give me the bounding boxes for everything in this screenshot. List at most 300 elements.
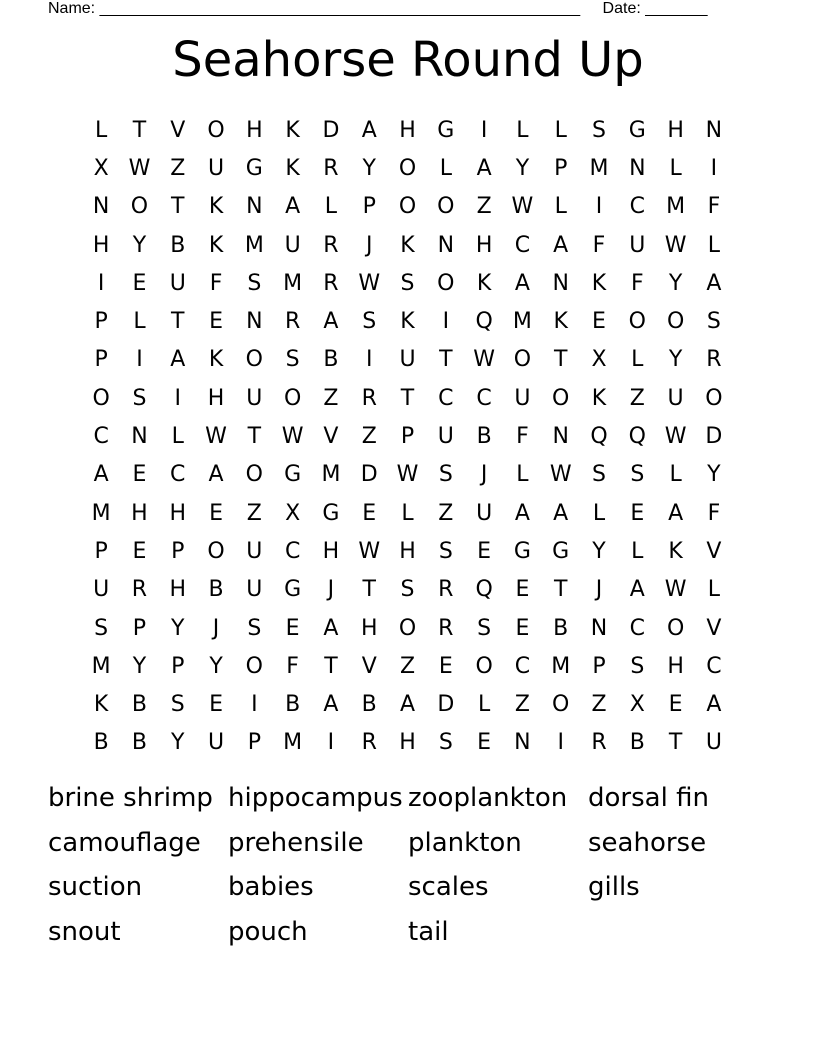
grid-letter: O bbox=[552, 692, 570, 718]
grid-letter: B bbox=[476, 424, 492, 450]
grid-letter: E bbox=[209, 500, 223, 526]
grid-letter: R bbox=[438, 577, 454, 603]
grid-letter: S bbox=[438, 538, 453, 564]
grid-letter: K bbox=[553, 309, 568, 335]
grid-letter: C bbox=[476, 385, 492, 411]
grid-letter: Y bbox=[171, 615, 185, 641]
grid-letter: T bbox=[171, 309, 185, 335]
grid-letter: W bbox=[549, 462, 572, 488]
grid-letter: M bbox=[283, 270, 303, 296]
grid-letter: A bbox=[323, 615, 339, 641]
grid-letter: S bbox=[400, 270, 415, 296]
grid-letter: Y bbox=[592, 538, 606, 564]
grid-letter: U bbox=[705, 730, 722, 756]
grid-letter: L bbox=[516, 462, 529, 488]
word-list-item: plankton bbox=[408, 827, 522, 858]
grid-letter: Y bbox=[209, 653, 223, 679]
grid-letter: B bbox=[553, 615, 569, 641]
grid-letter: E bbox=[209, 309, 223, 335]
grid-letter: E bbox=[285, 615, 300, 641]
grid-letter: B bbox=[131, 692, 147, 718]
grid-letter: P bbox=[94, 309, 108, 335]
grid-letter: H bbox=[667, 117, 684, 143]
grid-letter: Y bbox=[132, 232, 147, 258]
grid-letter: T bbox=[324, 653, 338, 679]
grid-letter: K bbox=[208, 347, 224, 373]
grid-letter: W bbox=[396, 462, 419, 488]
grid-letter: O bbox=[245, 462, 263, 488]
grid-letter: C bbox=[629, 615, 645, 641]
grid-letter: P bbox=[171, 538, 185, 564]
grid-letter: L bbox=[324, 194, 338, 220]
grid-letter: D bbox=[360, 462, 378, 488]
grid-letter: R bbox=[438, 615, 454, 641]
word-list-item: gills bbox=[588, 872, 640, 902]
grid-letter: H bbox=[399, 538, 416, 564]
grid-letter: P bbox=[554, 155, 568, 181]
grid-letter: W bbox=[205, 424, 227, 450]
grid-letter: C bbox=[514, 653, 531, 679]
grid-letter: U bbox=[667, 385, 684, 411]
grid-letter: F bbox=[286, 653, 299, 679]
grid-letter: O bbox=[398, 615, 417, 641]
grid-letter: G bbox=[552, 538, 570, 564]
grid-letter: R bbox=[591, 730, 607, 756]
grid-letter: H bbox=[246, 117, 263, 143]
grid-letter: U bbox=[246, 577, 263, 603]
grid-letter: F bbox=[707, 500, 721, 526]
grid-letter: K bbox=[400, 232, 415, 258]
grid-letter: K bbox=[208, 232, 224, 258]
grid-letter: P bbox=[94, 347, 108, 373]
grid-letter: X bbox=[591, 347, 607, 373]
grid-letter: M bbox=[283, 730, 303, 756]
grid-letter: S bbox=[170, 692, 185, 718]
grid-letter: N bbox=[514, 730, 531, 756]
grid-letter: P bbox=[362, 194, 376, 220]
grid-letter: M bbox=[244, 232, 264, 258]
grid-letter: T bbox=[171, 194, 185, 220]
grid-letter: A bbox=[361, 117, 377, 143]
grid-letter: D bbox=[322, 117, 340, 143]
grid-letter: O bbox=[705, 385, 723, 411]
grid-letter: F bbox=[209, 270, 223, 296]
grid-letter: R bbox=[323, 270, 339, 296]
grid-letter: T bbox=[132, 117, 147, 143]
grid-letter: L bbox=[401, 500, 414, 526]
grid-letter: S bbox=[477, 615, 492, 641]
header-fields bbox=[48, 0, 708, 18]
grid-letter: K bbox=[400, 309, 415, 335]
grid-letter: O bbox=[398, 194, 417, 220]
grid-letter: S bbox=[247, 270, 262, 296]
grid-letter: L bbox=[477, 692, 491, 718]
grid-letter: O bbox=[398, 155, 417, 181]
grid-letter: T bbox=[668, 730, 683, 756]
grid-letter: I bbox=[97, 270, 105, 296]
grid-letter: E bbox=[132, 270, 147, 296]
word-list-item: brine shrimp bbox=[48, 783, 213, 813]
grid-letter: H bbox=[131, 500, 148, 526]
grid-letter: L bbox=[95, 117, 108, 143]
grid-letter: E bbox=[132, 462, 147, 488]
grid-letter: I bbox=[557, 730, 564, 756]
grid-letter: O bbox=[513, 347, 532, 373]
grid-letter: L bbox=[133, 309, 146, 335]
grid-letter: N bbox=[92, 194, 110, 220]
grid-letter: K bbox=[668, 538, 683, 564]
word-list-item: zooplankton bbox=[408, 783, 568, 813]
grid-letter: R bbox=[284, 309, 301, 335]
grid-letter: G bbox=[628, 117, 646, 143]
grid-letter: R bbox=[361, 385, 377, 411]
grid-letter: L bbox=[631, 347, 644, 373]
grid-letter: P bbox=[247, 730, 261, 756]
word-list-item: dorsal fin bbox=[588, 783, 709, 813]
grid-letter: N bbox=[629, 155, 646, 181]
grid-letter: O bbox=[437, 194, 455, 220]
grid-letter: A bbox=[170, 347, 186, 373]
grid-letter: T bbox=[553, 347, 568, 373]
grid-letter: L bbox=[669, 462, 682, 488]
grid-letter: O bbox=[475, 653, 493, 679]
grid-letter: B bbox=[323, 347, 339, 373]
grid-letter: Y bbox=[668, 347, 683, 373]
grid-letter: V bbox=[323, 424, 339, 450]
grid-letter: R bbox=[706, 347, 722, 373]
grid-letter: A bbox=[514, 270, 530, 296]
grid-letter: D bbox=[705, 424, 723, 450]
grid-letter: C bbox=[706, 653, 722, 679]
grid-letter: E bbox=[668, 692, 683, 718]
grid-letter: I bbox=[365, 347, 373, 373]
grid-letter: S bbox=[247, 615, 262, 641]
grid-letter: M bbox=[91, 653, 111, 679]
grid-letter: E bbox=[592, 309, 606, 335]
grid-letter: A bbox=[514, 500, 530, 526]
grid-letter: I bbox=[595, 194, 603, 220]
grid-letter: R bbox=[323, 232, 339, 258]
grid-letter: T bbox=[362, 577, 376, 603]
grid-letter: B bbox=[208, 577, 224, 603]
grid-letter: X bbox=[629, 692, 645, 718]
grid-letter: Z bbox=[438, 500, 454, 526]
grid-letter: H bbox=[169, 500, 187, 526]
grid-letter: X bbox=[285, 500, 301, 526]
grid-letter: N bbox=[131, 424, 148, 450]
grid-letter: H bbox=[399, 117, 416, 143]
grid-letter: P bbox=[94, 538, 108, 564]
grid-letter: P bbox=[171, 653, 185, 679]
grid-letter: A bbox=[553, 232, 569, 258]
grid-letter: Z bbox=[591, 692, 607, 718]
grid-letter: F bbox=[630, 270, 644, 296]
grid-letter: Y bbox=[668, 270, 683, 296]
grid-letter: P bbox=[400, 424, 415, 450]
grid-letter: N bbox=[552, 424, 569, 450]
grid-letter: E bbox=[477, 538, 492, 564]
grid-letter: K bbox=[208, 194, 224, 220]
grid-letter: H bbox=[92, 232, 110, 258]
grid-letter: R bbox=[131, 577, 148, 603]
grid-letter: B bbox=[629, 730, 645, 756]
grid-letter: E bbox=[209, 692, 223, 718]
grid-letter: T bbox=[553, 577, 568, 603]
grid-letter: K bbox=[591, 270, 607, 296]
grid-letter: V bbox=[361, 653, 377, 679]
grid-letter: L bbox=[631, 538, 644, 564]
grid-letter: A bbox=[668, 500, 684, 526]
grid-letter: I bbox=[480, 117, 488, 143]
grid-letter: O bbox=[245, 347, 263, 373]
grid-letter: M bbox=[551, 653, 571, 679]
grid-letter: C bbox=[629, 194, 645, 220]
grid-letter: T bbox=[400, 385, 415, 411]
grid-letter: U bbox=[207, 155, 225, 181]
grid-letter: U bbox=[437, 424, 454, 450]
grid-letter: O bbox=[552, 385, 570, 411]
word-list-item: babies bbox=[228, 872, 314, 902]
grid-letter: D bbox=[437, 692, 455, 718]
grid-letter: A bbox=[285, 194, 301, 220]
grid-letter: I bbox=[136, 347, 143, 373]
grid-letter: S bbox=[362, 309, 377, 335]
grid-letter: N bbox=[437, 232, 455, 258]
grid-letter: N bbox=[246, 309, 263, 335]
grid-letter: O bbox=[628, 309, 646, 335]
grid-letter: E bbox=[515, 615, 530, 641]
grid-letter: A bbox=[208, 462, 224, 488]
grid-letter: I bbox=[442, 309, 450, 335]
grid-letter: N bbox=[552, 270, 569, 296]
grid-letter: Z bbox=[323, 385, 339, 411]
grid-letter: T bbox=[247, 424, 262, 450]
grid-letter: E bbox=[132, 538, 147, 564]
grid-letter: L bbox=[516, 117, 529, 143]
grid-letter: F bbox=[516, 424, 529, 450]
grid-letter: X bbox=[93, 155, 109, 181]
grid-letter: Q bbox=[475, 309, 493, 335]
grid-letter: H bbox=[207, 385, 225, 411]
grid-letter: R bbox=[361, 730, 377, 756]
grid-letter: E bbox=[438, 653, 453, 679]
grid-letter: K bbox=[285, 117, 300, 143]
grid-letter: M bbox=[512, 309, 532, 335]
grid-letter: J bbox=[595, 577, 603, 603]
grid-letter: F bbox=[592, 232, 606, 258]
grid-letter: C bbox=[93, 424, 109, 450]
grid-letter: Z bbox=[170, 155, 186, 181]
grid-letter: U bbox=[399, 347, 416, 373]
grid-letter: W bbox=[128, 155, 151, 181]
grid-letter: R bbox=[323, 155, 339, 181]
grid-letter: B bbox=[131, 730, 147, 756]
grid-letter: B bbox=[93, 730, 109, 756]
grid-letter: P bbox=[132, 615, 147, 641]
grid-letter: E bbox=[515, 577, 530, 603]
grid-letter: S bbox=[400, 577, 415, 603]
grid-letter: O bbox=[92, 385, 110, 411]
grid-letter: E bbox=[630, 500, 645, 526]
word-list-item: hippocampus bbox=[228, 783, 403, 813]
grid-letter: U bbox=[207, 730, 225, 756]
grid-letter: Y bbox=[171, 730, 185, 756]
word-list-item: prehensile bbox=[228, 827, 364, 858]
grid-letter: H bbox=[399, 730, 416, 756]
grid-letter: S bbox=[132, 385, 147, 411]
word-list-item: camouflage bbox=[48, 827, 201, 858]
grid-letter: J bbox=[480, 462, 488, 488]
grid-letter: V bbox=[706, 538, 722, 564]
grid-letter: K bbox=[93, 692, 109, 718]
grid-letter: N bbox=[590, 615, 608, 641]
grid-letter: S bbox=[706, 309, 721, 335]
grid-letter: O bbox=[283, 385, 302, 411]
grid-letter: I bbox=[327, 730, 335, 756]
grid-letter: I bbox=[174, 385, 181, 411]
grid-letter: M bbox=[666, 194, 686, 220]
word-list-item: seahorse bbox=[588, 827, 707, 858]
grid-letter: V bbox=[706, 615, 722, 641]
word-list-item: scales bbox=[408, 872, 489, 902]
grid-letter: Y bbox=[515, 155, 530, 181]
grid-letter: Z bbox=[361, 424, 377, 450]
grid-letter: H bbox=[322, 538, 340, 564]
grid-letter: P bbox=[592, 653, 606, 679]
grid-letter: S bbox=[630, 462, 645, 488]
grid-letter: Z bbox=[246, 500, 262, 526]
grid-letter: A bbox=[399, 692, 416, 718]
grid-letter: W bbox=[664, 232, 687, 258]
grid-letter: Q bbox=[628, 424, 646, 450]
grid-letter: U bbox=[93, 577, 110, 603]
grid-letter: B bbox=[361, 692, 377, 718]
grid-letter: S bbox=[592, 462, 606, 488]
grid-letter: W bbox=[358, 270, 381, 296]
grid-letter: Y bbox=[707, 462, 721, 488]
grid-letter: Q bbox=[475, 577, 493, 603]
grid-letter: Y bbox=[362, 155, 376, 181]
grid-letter: S bbox=[438, 730, 453, 756]
grid-letter: C bbox=[514, 232, 531, 258]
grid-letter: L bbox=[171, 424, 184, 450]
grid-letter: L bbox=[669, 155, 682, 181]
grid-letter: S bbox=[438, 462, 453, 488]
grid-letter: Z bbox=[629, 385, 645, 411]
grid-letter: A bbox=[93, 462, 109, 488]
grid-letter: G bbox=[284, 462, 302, 488]
grid-letter: L bbox=[707, 232, 721, 258]
grid-letter: A bbox=[323, 692, 339, 718]
grid-letter: H bbox=[169, 577, 187, 603]
grid-letter: A bbox=[323, 309, 339, 335]
grid-letter: U bbox=[476, 500, 493, 526]
grid-letter: A bbox=[706, 692, 722, 718]
grid-letter: V bbox=[170, 117, 186, 143]
grid-letter: F bbox=[707, 194, 721, 220]
grid-letter: U bbox=[246, 538, 263, 564]
grid-letter: O bbox=[245, 653, 263, 679]
grid-letter: O bbox=[437, 270, 455, 296]
word-list-item: snout bbox=[48, 916, 121, 947]
word-list-item: tail bbox=[408, 916, 449, 947]
grid-letter: U bbox=[284, 232, 301, 258]
grid-letter: G bbox=[322, 500, 340, 526]
grid-letter: U bbox=[169, 270, 186, 296]
grid-letter: M bbox=[321, 462, 341, 488]
grid-letter: N bbox=[246, 194, 263, 220]
grid-letter: S bbox=[630, 653, 645, 679]
grid-letter: O bbox=[207, 117, 225, 143]
grid-letter: M bbox=[589, 155, 609, 181]
grid-letter: W bbox=[358, 538, 381, 564]
grid-letter: Z bbox=[514, 692, 530, 718]
grid-letter: G bbox=[437, 117, 455, 143]
grid-letter: K bbox=[476, 270, 492, 296]
grid-letter: K bbox=[591, 385, 607, 411]
grid-letter: U bbox=[514, 385, 531, 411]
letter-grid bbox=[82, 111, 733, 762]
grid-letter: S bbox=[285, 347, 300, 373]
grid-letter: H bbox=[475, 232, 493, 258]
word-list-item: pouch bbox=[228, 916, 308, 947]
grid-letter: L bbox=[554, 117, 567, 143]
grid-letter: Y bbox=[132, 653, 147, 679]
grid-letter: H bbox=[667, 653, 684, 679]
date-field-label: Date: _______ bbox=[602, 0, 708, 17]
grid-letter: J bbox=[212, 615, 220, 641]
grid-letter: I bbox=[710, 155, 718, 181]
grid-letter: Z bbox=[476, 194, 492, 220]
grid-letter: B bbox=[285, 692, 301, 718]
grid-letter: C bbox=[170, 462, 186, 488]
word-list bbox=[48, 778, 768, 956]
grid-letter: L bbox=[707, 577, 721, 603]
grid-letter: J bbox=[365, 232, 373, 258]
grid-letter: A bbox=[629, 577, 645, 603]
grid-letter: H bbox=[360, 615, 378, 641]
grid-letter: C bbox=[438, 385, 454, 411]
grid-letter: K bbox=[285, 155, 300, 181]
grid-letter: W bbox=[473, 347, 495, 373]
grid-letter: N bbox=[705, 117, 723, 143]
grid-letter: I bbox=[251, 692, 258, 718]
grid-letter: L bbox=[554, 194, 567, 220]
grid-letter: T bbox=[439, 347, 453, 373]
grid-letter: Z bbox=[399, 653, 416, 679]
grid-letter: U bbox=[246, 385, 263, 411]
grid-letter: O bbox=[666, 615, 685, 641]
grid-letter: W bbox=[664, 577, 687, 603]
grid-letter: A bbox=[553, 500, 569, 526]
grid-letter: Q bbox=[590, 424, 608, 450]
grid-letter: A bbox=[706, 270, 722, 296]
page-title: Seahorse Round Up bbox=[172, 32, 644, 88]
grid-letter: O bbox=[666, 309, 685, 335]
grid-letter: G bbox=[513, 538, 531, 564]
grid-letter: E bbox=[477, 730, 492, 756]
grid-letter: S bbox=[592, 117, 606, 143]
grid-letter: E bbox=[362, 500, 377, 526]
grid-letter: W bbox=[281, 424, 304, 450]
grid-letter: M bbox=[91, 500, 111, 526]
grid-letter: L bbox=[592, 500, 606, 526]
grid-letter: B bbox=[170, 232, 186, 258]
grid-letter: L bbox=[439, 155, 452, 181]
grid-letter: O bbox=[130, 194, 149, 220]
grid-letter: G bbox=[245, 155, 263, 181]
grid-letter: A bbox=[476, 155, 492, 181]
